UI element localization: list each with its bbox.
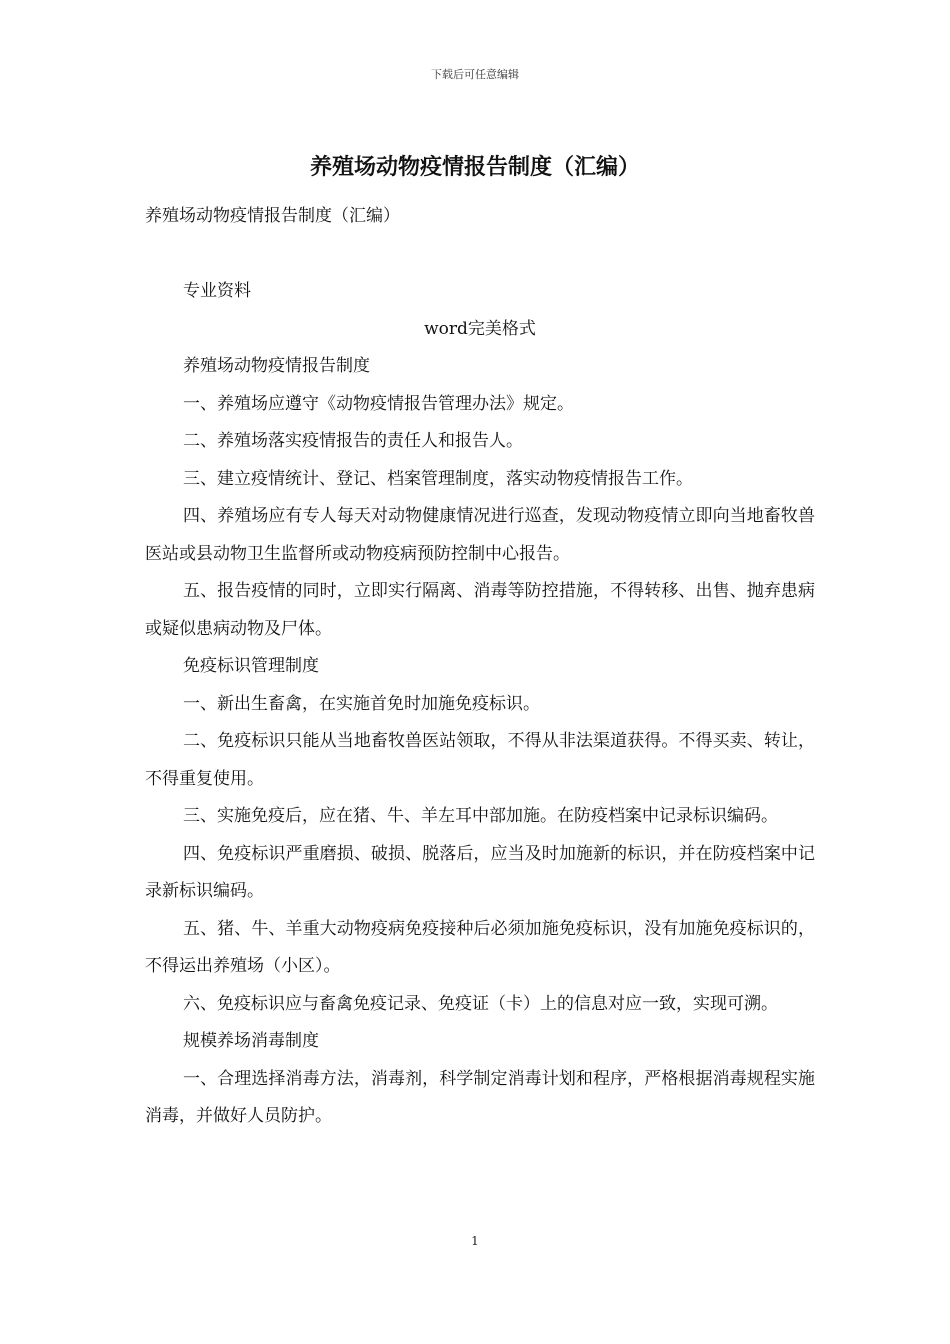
paragraph: 五、报告疫情的同时，立即实行隔离、消毒等防控措施，不得转移、出售、抛弃患病或疑似患病动物及尸体。 xyxy=(145,581,815,639)
document-subtitle: 养殖场动物疫情报告制度（汇编） xyxy=(145,206,400,226)
section-heading-disinfection: 规模养场消毒制度 xyxy=(183,1031,319,1051)
paragraph: 一、新出生畜禽，在实施首免时加施免疫标识。 xyxy=(183,693,540,714)
paragraph: 四、养殖场应有专人每天对动物健康情况进行巡查，发现动物疫情立即向当地畜牧兽医站或县动物卫生监督所或动物疫病预防控制中心报告。 xyxy=(145,506,815,564)
paragraph: 三、实施免疫后，应在猪、牛、羊左耳中部加施。在防疫档案中记录标识编码。 xyxy=(183,806,778,826)
paragraph: 一、合理选择消毒方法，消毒剂，科学制定消毒计划和程序，严格根据消毒规程实施消毒，并做好人员防护。 xyxy=(145,1068,815,1126)
document-title: 养殖场动物疫情报告制度（汇编） xyxy=(309,155,640,180)
paragraph: 四、免疫标识严重磨损、破损、脱落后，应当及时加施新的标识，并在防疫档案中记录新标识编码。 xyxy=(145,843,815,901)
paragraph: 二、免疫标识只能从当地畜牧兽医站领取，不得从非法渠道获得。不得买卖、转让，不得重复使用。 xyxy=(145,731,815,789)
meta-format: word完美格式 xyxy=(424,318,536,339)
document-body xyxy=(145,198,815,1136)
meta-label: 专业资料 xyxy=(183,281,251,301)
paragraph: 一、养殖场应遵守《动物疫情报告管理办法》规定。 xyxy=(183,393,574,414)
blank-line xyxy=(145,236,815,274)
header-note: 下载后可任意编辑 xyxy=(431,68,519,81)
page-number: 1 xyxy=(471,1234,479,1248)
section-heading-epidemic-report: 养殖场动物疫情报告制度 xyxy=(183,356,370,376)
section-heading-immune-tag: 免疫标识管理制度 xyxy=(183,656,319,676)
paragraph: 三、建立疫情统计、登记、档案管理制度，落实动物疫情报告工作。 xyxy=(183,468,693,489)
paragraph: 六、免疫标识应与畜禽免疫记录、免疫证（卡）上的信息对应一致，实现可溯。 xyxy=(183,993,778,1014)
paragraph: 二、养殖场落实疫情报告的责任人和报告人。 xyxy=(183,431,523,451)
paragraph: 五、猪、牛、羊重大动物疫病免疫接种后必须加施免疫标识，没有加施免疫标识的，不得运出养殖场（小区）。 xyxy=(145,918,815,976)
